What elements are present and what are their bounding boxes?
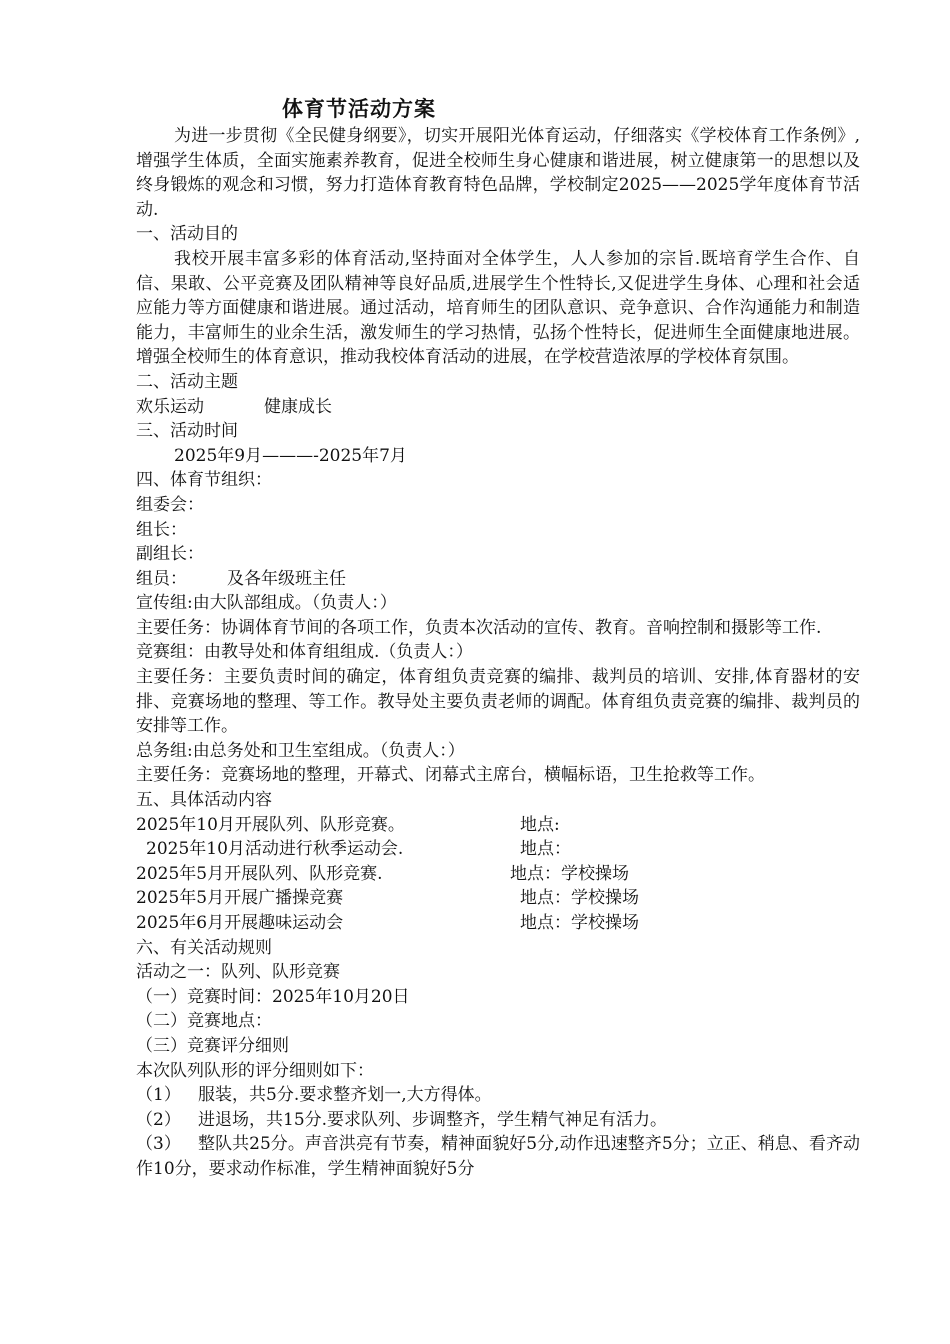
theme-b: 健康成长 [264,396,332,417]
section-heading-theme: 二、活动主题 [136,371,238,392]
activity-place: 地点：学校操场 [520,888,639,909]
activity-row [136,886,860,911]
time-line: 2025年9月———-2025年7月 [174,445,407,466]
competition-time-line: （一）竞赛时间：2025年10月20日 [136,986,410,1007]
members-label: 组员： [136,568,187,589]
deputy-leader-line: 副组长： [136,544,204,565]
activity-row [136,837,860,862]
general-task: 主要任务：竞赛场地的整理，开幕式、闭幕式主席台，横幅标语，卫生抢救等工作。 [136,765,765,786]
intro-paragraph: 为进一步贯彻《全民健身纲要》，切实开展阳光体育运动，仔细落实《学校体育工作条例》,增强学生体质，全面实施素养教育，促进全校师生身心健康和谐进展，树立健康第一的思想以及终身锻炼的观念和习惯，努力打造体育教育特色品牌，学校制定2025——2025学年度体育节活动. [136,126,860,220]
committee-line: 组委会： [136,494,204,515]
theme-line [136,395,860,420]
rule-number: （2） [136,1109,181,1130]
rule-number: （1） [136,1085,181,1106]
section-heading-purpose: 一、活动目的 [136,224,238,245]
rule-item [136,1108,860,1133]
rule-item [136,1132,860,1181]
publicity-task: 主要任务：协调体育节间的各项工作，负责本次活动的宣传、教育。音响控制和摄影等工作. [136,617,822,638]
rule-text: 进退场，共15分.要求队列、步调整齐，学生精气神足有活力。 [198,1109,668,1130]
leader-line: 组长： [136,519,187,540]
document-title: 体育节活动方案 [282,97,436,121]
section-heading-rules: 六、有关活动规则 [136,937,272,958]
activity-event: 2025年10月开展队列、队形竞赛。 [136,814,405,835]
competition-task: 主要任务：主要负责时间的确定，体育组负责竞赛的编排、裁判员的培训、安排,体育器材的安排、竞赛场地的整理、等工作。教导处主要负责老师的调配。体育组负责竞赛的编排、裁判员的安排等工作。 [136,667,860,737]
competition-place-line: （二）竞赛地点： [136,1011,272,1032]
activity-event: 2025年6月开展趣味运动会 [136,913,344,933]
section-heading-activities: 五、具体活动内容 [136,790,272,811]
theme-a: 欢乐运动 [136,396,204,417]
activity-one-line: 活动之一：队列、队形竞赛 [136,962,340,983]
activity-event: 2025年5月开展队列、队形竞赛. [136,863,383,884]
activity-row [136,813,860,838]
rule-text: 整队共25分。声音洪亮有节奏，精神面貌好5分,动作迅速整齐5分；立正、稍息、看齐动作10分，要求动作标准，学生精神面貌好5分 [136,1134,860,1179]
scoring-intro: 本次队列队形的评分细则如下： [136,1060,374,1081]
competition-group-line: 竞赛组：由教导处和体育组组成.（负责人：） [136,642,473,663]
activity-row [136,911,860,936]
purpose-paragraph: 我校开展丰富多彩的体育活动,坚持面对全体学生，人人参加的宗旨.既培育学生合作、自信、果敢、公平竞赛及团队精神等良好品质,进展学生个性特长,又促进学生身体、心理和社会适应能力等方面健康和谐进展。通过活动，培育师生的团队意识、竞争意识、合作沟通能力和制造能力，丰富师生的业余生活，激发师生的学习热情，弘扬个性特长，促进师生全面健康地进展。增强全校师生的体育意识，推动我校体育活动的进展，在学校营造浓厚的学校体育氛围。 [136,248,860,368]
activity-place: 地点：学校操场 [520,913,639,933]
scoring-heading: （三）竞赛评分细则 [136,1035,289,1056]
rule-number: （3） [136,1134,181,1155]
activity-event: 2025年10月活动进行秋季运动会. [146,839,404,860]
section-heading-time: 三、活动时间 [136,421,238,442]
general-group-line: 总务组:由总务处和卫生室组成。（负责人：） [136,740,465,761]
rule-text: 服装，共5分.要求整齐划一,大方得体。 [198,1085,492,1106]
rule-item [136,1083,860,1108]
activity-row [136,862,860,887]
document-body [136,124,860,1182]
publicity-group-line: 宣传组:由大队部组成。（负责人：） [136,593,397,614]
members-value: 及各年级班主任 [227,568,346,589]
activity-event: 2025年5月开展广播操竞赛 [136,888,344,909]
section-heading-organization: 四、体育节组织： [136,470,272,491]
activity-place: 地点：学校操场 [510,863,629,884]
activity-place: 地点： [520,839,571,860]
activity-place: 地点: [520,814,560,835]
members-line [136,567,860,592]
